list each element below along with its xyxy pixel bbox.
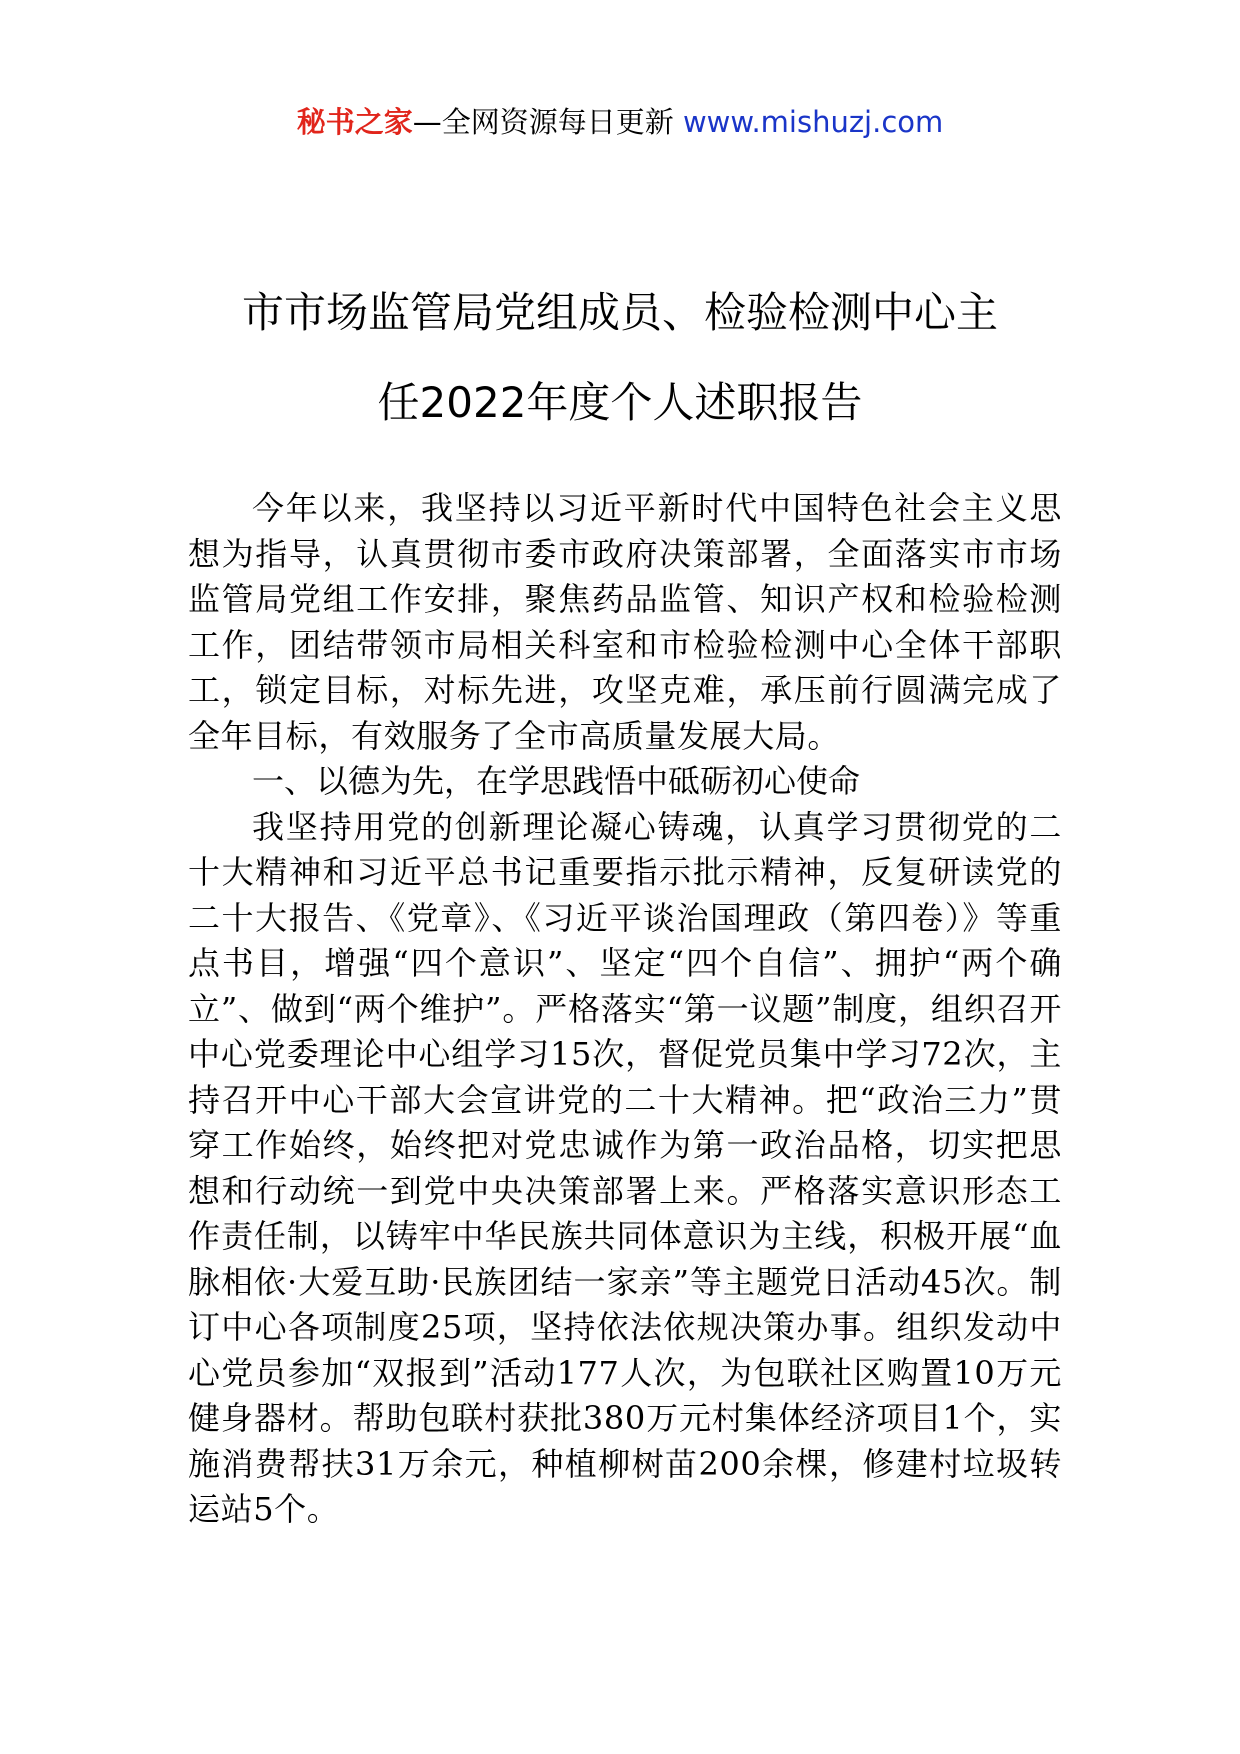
site-banner bbox=[0, 100, 1240, 144]
title-line-2: 任2022年度个人述职报告 bbox=[377, 378, 863, 427]
banner-tagline: —全网资源每日更新 bbox=[412, 105, 683, 139]
intro-paragraph: 今年以来，我坚持以习近平新时代中国特色社会主义思想为指导，认真贯彻市委市政府决策部署，全面落实市市场监管局党组工作安排，聚焦药品监管、知识产权和检验检测工作，团结带领市局相关科室和市检验检测中心全体干部职工，锁定目标，对标先进，攻坚克难，承压前行圆满完成了全年目标，有效服务了全市高质量发展大局。 bbox=[188, 489, 1062, 755]
section-1-heading: 一、以德为先，在学思践悟中砥砺初心使命 bbox=[252, 762, 861, 800]
title-line-1: 市市场监管局党组成员、检验检测中心主 bbox=[241, 288, 998, 337]
document-body bbox=[188, 486, 1062, 1533]
brand-name: 秘书之家 bbox=[296, 105, 413, 139]
section-1-paragraph: 我坚持用党的创新理论凝心铸魂，认真学习贯彻党的二十大精神和习近平总书记重要指示批示精神，反复研读党的二十大报告、《党章》、《习近平谈治国理政（第四卷）》等重点书目，增强“四个意识”、坚定“四个自信”、拥护“两个确立”、做到“两个维护”。严格落实“第一议题”制度，组织召开中心党委理论中心组学习15次，督促党员集中学习72次，主持召开中心干部大会宣讲党的二十大精神。把“政治三力”贯穿工作始终，始终把对党忠诚作为第一政治品格，切实把思想和行动统一到党中央决策部署上来。严格落实意识形态工作责任制，以铸牢中华民族共同体意识为主线，积极开展“血脉相依·大爱互助·民族团结一家亲”等主题党日活动45次。制订中心各项制度25项，坚持依法依规决策办事。组织发动中心党员参加“双报到”活动177人次，为包联社区购置10万元健身器材。帮助包联村获批380万元村集体经济项目1个，实施消费帮扶31万余元，种植柳树苗200余棵，修建村垃圾转运站5个。 bbox=[188, 807, 1062, 1528]
site-url-link[interactable]: www.mishuzj.com bbox=[682, 105, 944, 139]
document-title bbox=[160, 268, 1080, 448]
